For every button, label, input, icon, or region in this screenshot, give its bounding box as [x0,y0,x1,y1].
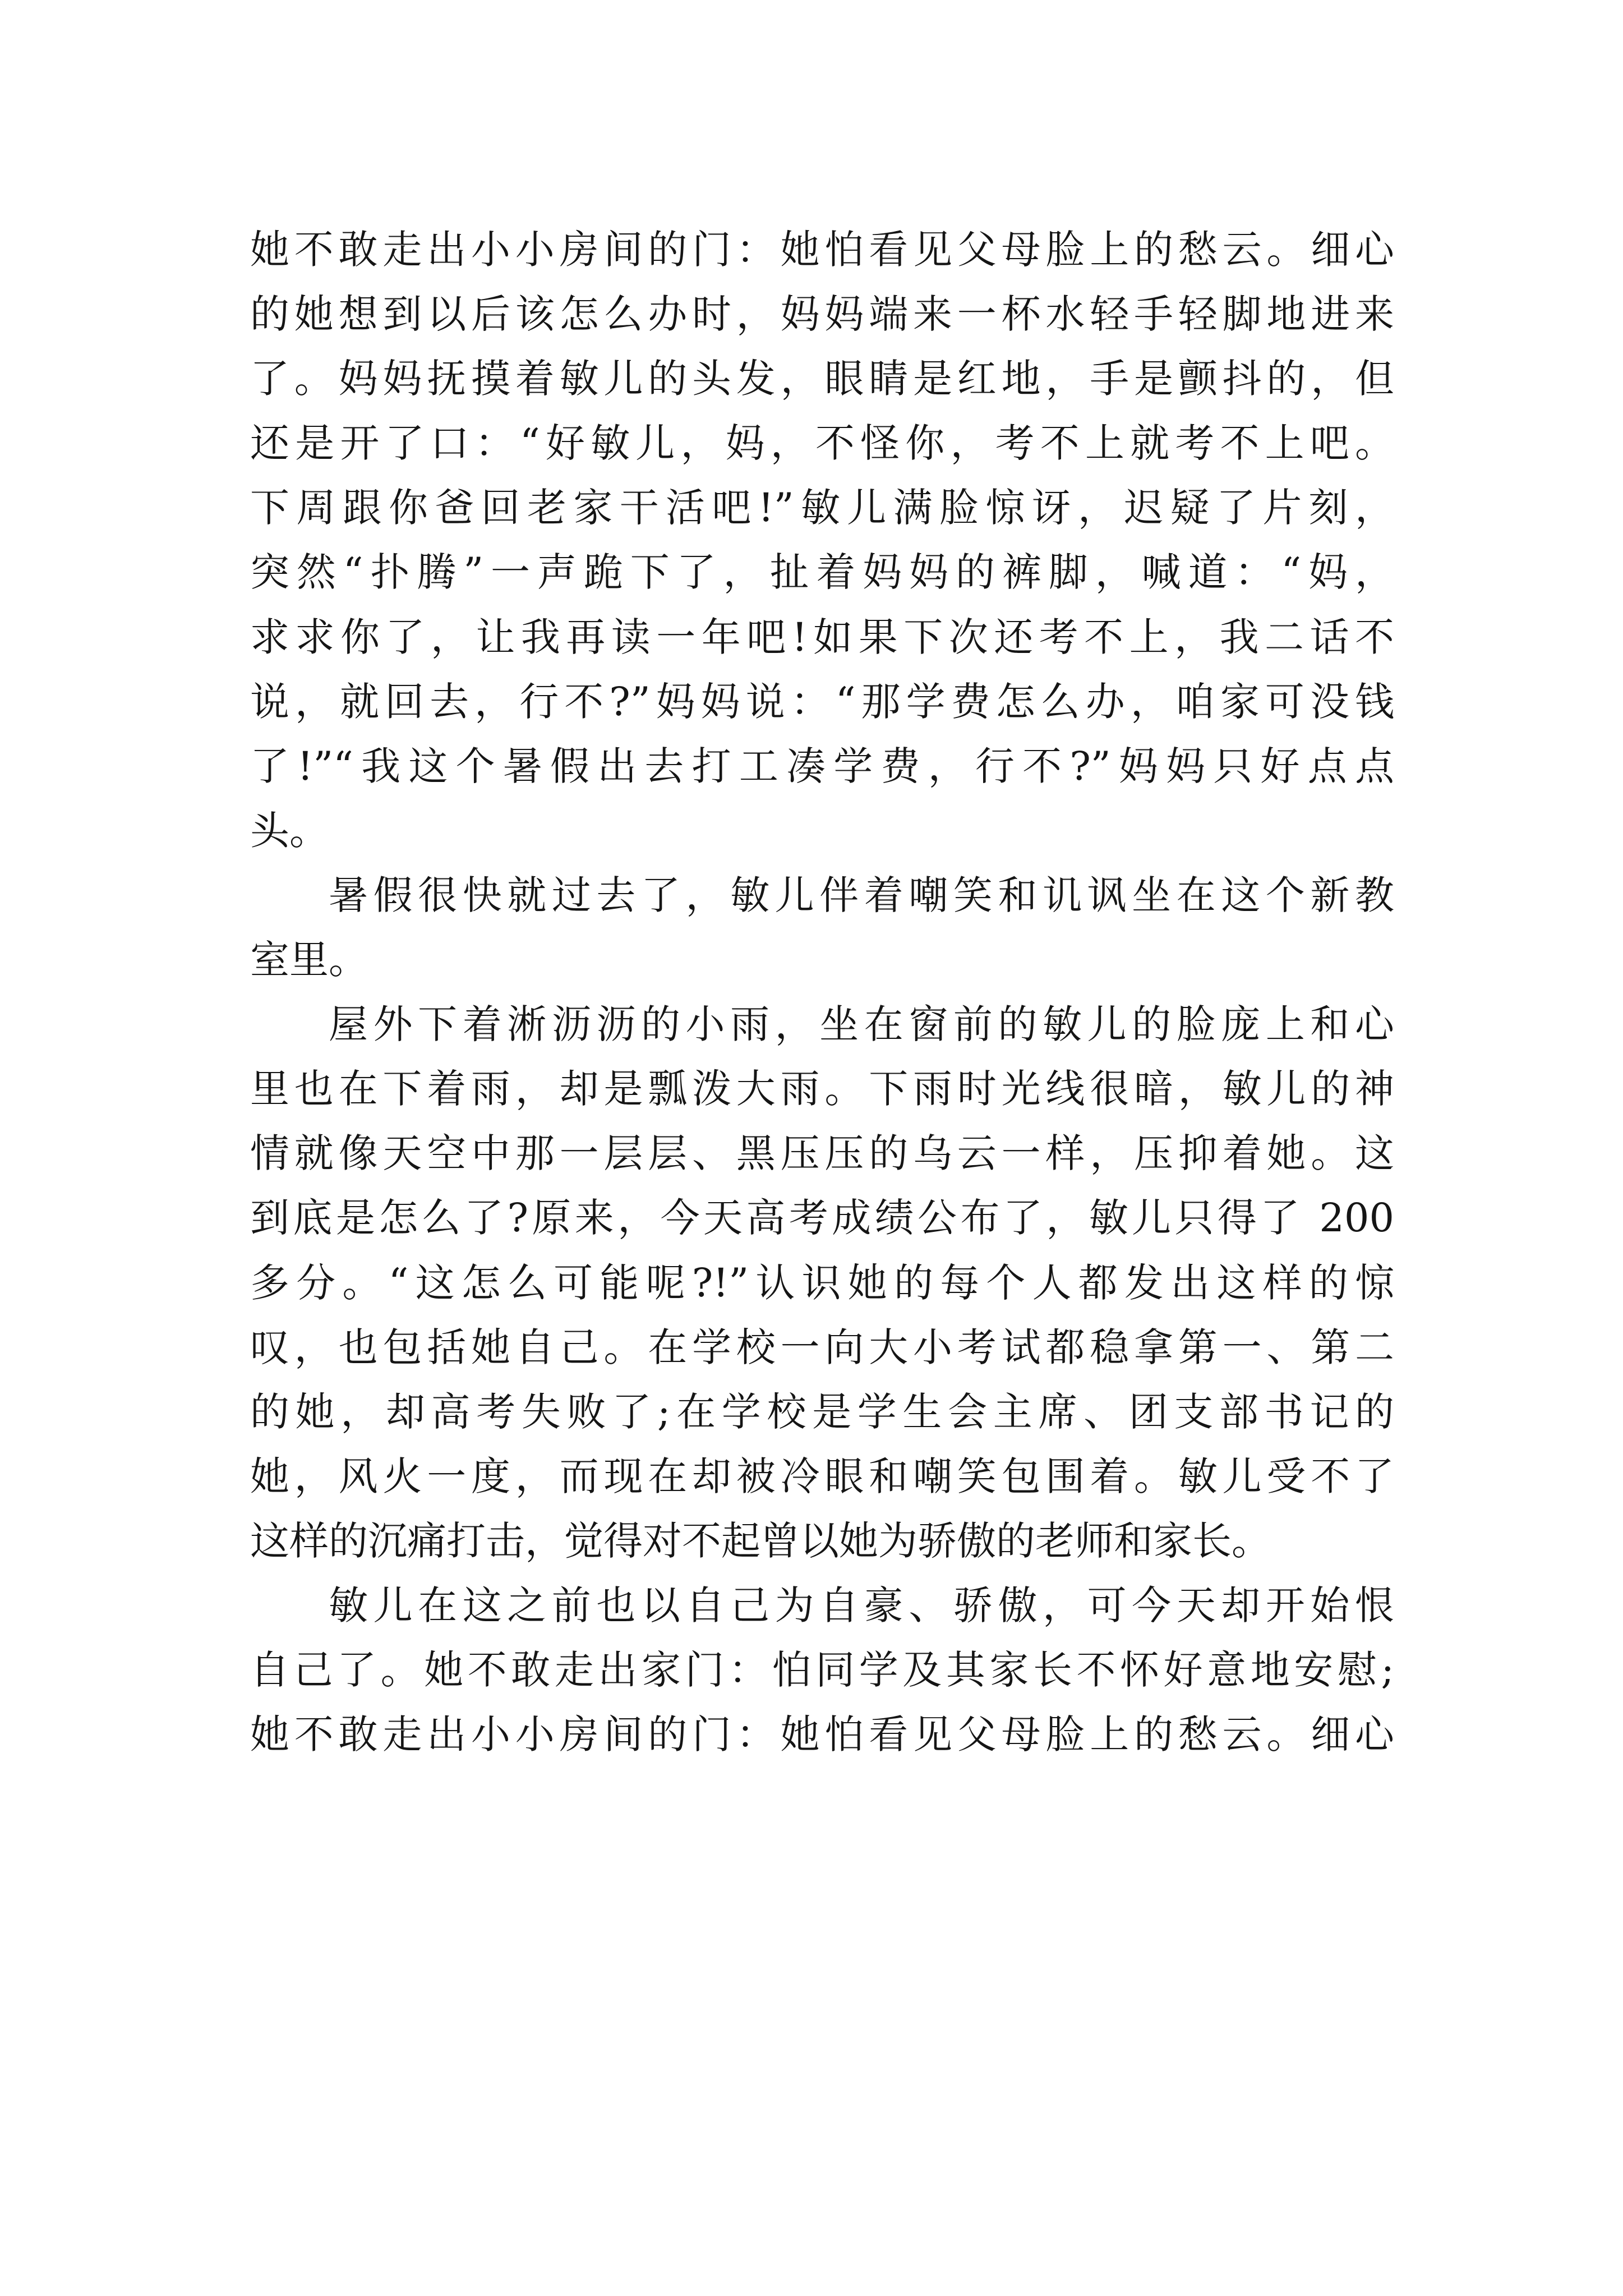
text-line: 屋外下着淅沥沥的小雨，坐在窗前的敏儿的脸庞上和心 [329,1001,1394,1048]
text-line: 到底是怎么了?原来，今天高考成绩公布了，敏儿只得了 200 [250,1195,1394,1241]
text-line: 她，风火一度，而现在却被冷眼和嘲笑包围着。敏儿受不了 [250,1453,1394,1499]
text-line: 头。 [250,807,329,854]
text-line: 里也在下着雨，却是瓢泼大雨。下雨时光线很暗，敏儿的神 [250,1066,1394,1112]
text-line: 下周跟你爸回老家干活吧!”敏儿满脸惊讶，迟疑了片刻， [250,485,1394,531]
text-line: 这样的沉痛打击，觉得对不起曾以她为骄傲的老师和家长。 [250,1517,1271,1564]
text-line: 情就像天空中那一层层、黑压压的乌云一样，压抑着她。这 [250,1130,1394,1177]
text-line: 自己了。她不敢走出家门：怕同学及其家长不怀好意地安慰; [250,1647,1394,1694]
text-line: 叹，也包括她自己。在学校一向大小考试都稳拿第一、第二 [250,1324,1394,1370]
text-line: 多分。“这怎么可能呢?!”认识她的每个人都发出这样的惊 [250,1259,1394,1306]
text-line: 的她，却高考失败了;在学校是学生会主席、团支部书记的 [250,1388,1394,1435]
text-line: 求求你了，让我再读一年吧!如果下次还考不上，我二话不 [250,614,1394,660]
text-line: 她不敢走出小小房间的门：她怕看见父母脸上的愁云。细心 [250,1711,1394,1758]
text-line: 她不敢走出小小房间的门：她怕看见父母脸上的愁云。细心 [250,227,1394,273]
text-line: 还是开了口：“好敏儿，妈，不怪你，考不上就考不上吧。 [250,420,1394,467]
text-line: 了。妈妈抚摸着敏儿的头发，眼睛是红地，手是颤抖的，但 [250,356,1394,402]
text-line: 了!”“我这个暑假出去打工凑学费，行不?”妈妈只好点点 [250,743,1394,789]
text-line: 突然“扑腾”一声跪下了，扯着妈妈的裤脚，喊道：“妈， [250,549,1394,596]
text-line: 暑假很快就过去了，敏儿伴着嘲笑和讥讽坐在这个新教 [329,872,1394,918]
body-text [250,218,1394,1767]
text-line: 说，就回去，行不?”妈妈说：“那学费怎么办，咱家可没钱 [250,678,1394,725]
text-line: 敏儿在这之前也以自己为自豪、骄傲，可今天却开始恨 [329,1582,1394,1628]
text-line: 室里。 [250,937,368,983]
text-line: 的她想到以后该怎么办时，妈妈端来一杯水轻手轻脚地进来 [250,291,1394,338]
